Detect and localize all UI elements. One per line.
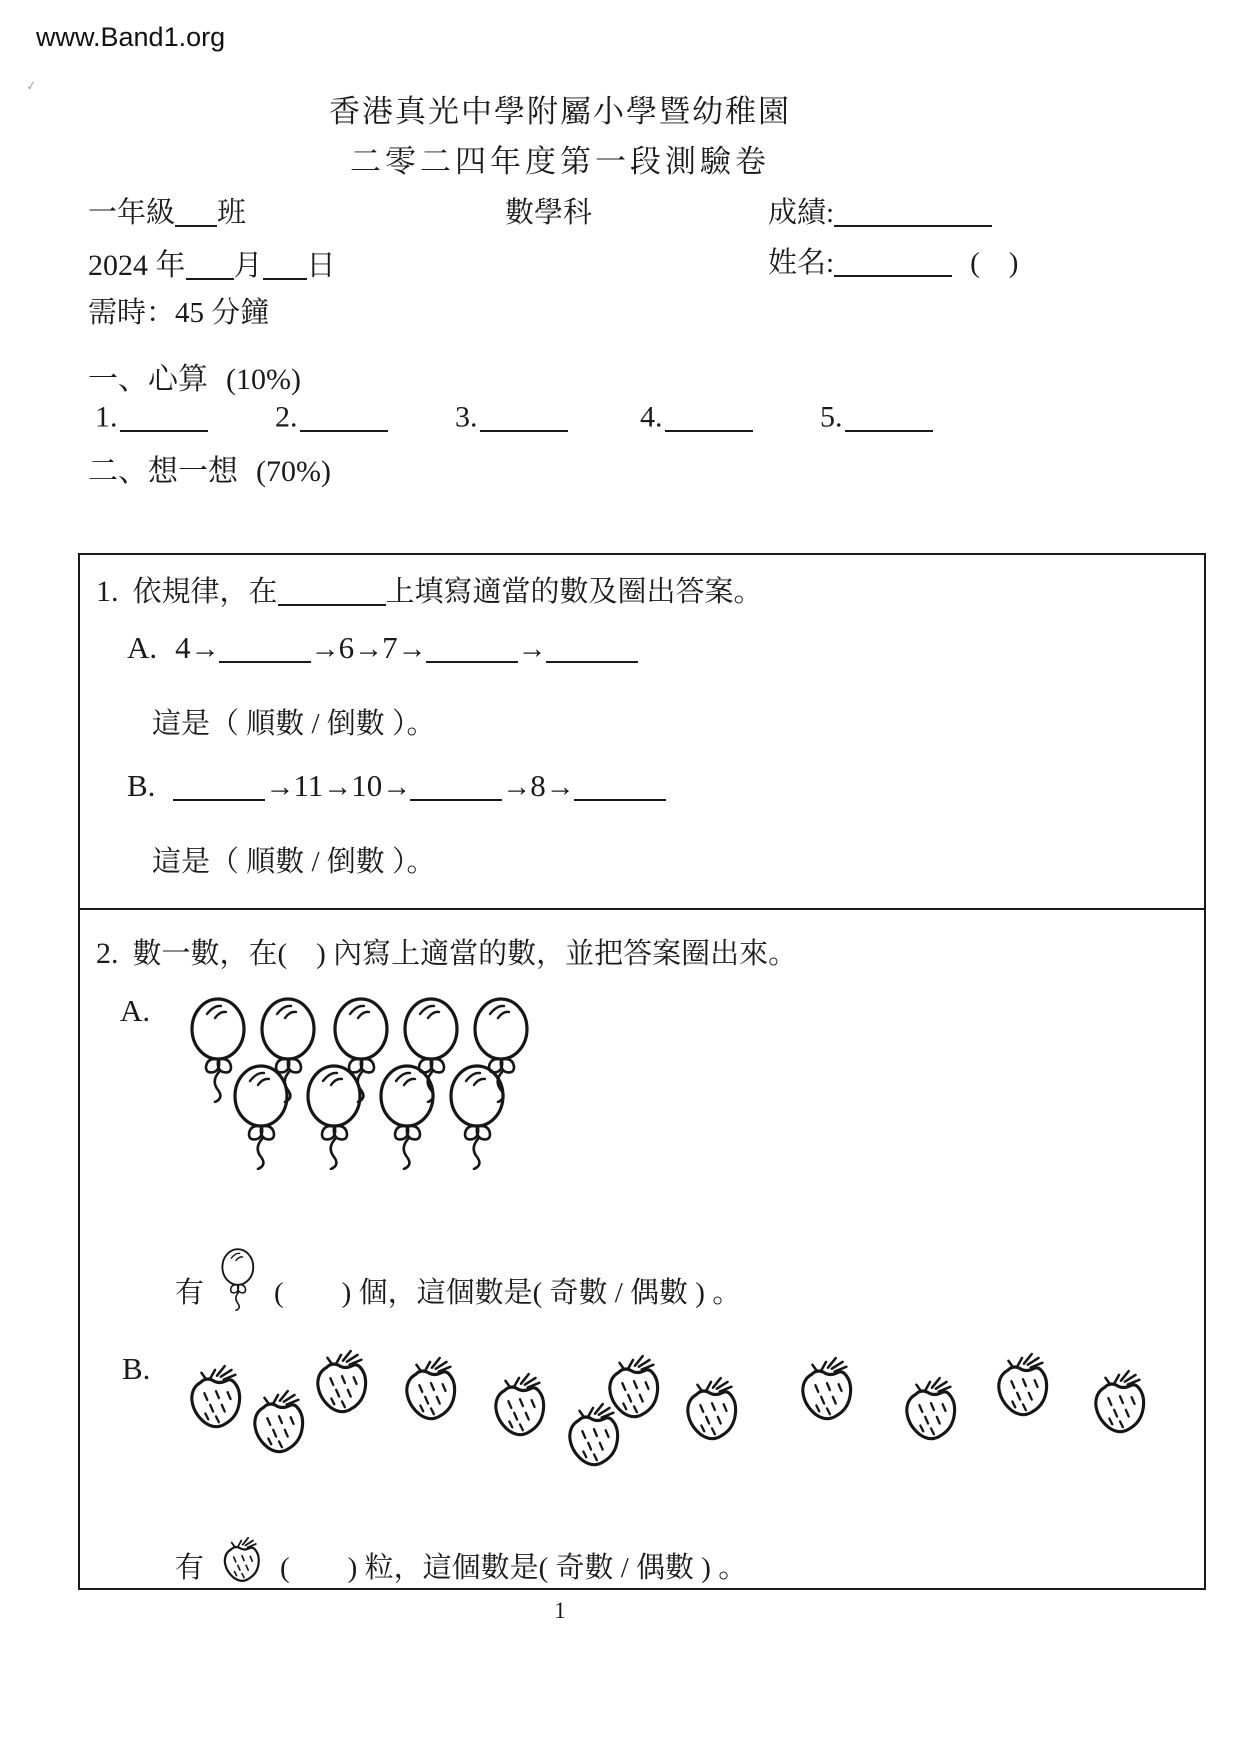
strawberry-icon: [681, 1374, 743, 1446]
mental-math-answer-blank: [665, 403, 753, 432]
sequence-answer-blank: [219, 634, 311, 663]
q2a-answer-line: [175, 1248, 741, 1311]
mental-math-label: 2.: [275, 400, 298, 434]
q1-prompt-post: 上填寫適當的數及圈出答案。: [385, 576, 763, 608]
strawberry-icon: [248, 1387, 310, 1459]
q1a-sequence-row: [118, 629, 647, 666]
strawberry-icon: [900, 1374, 962, 1446]
mental-math-answer-blank: [120, 403, 208, 432]
scan-artifact: ✓: [24, 77, 38, 94]
day-blank: [263, 252, 307, 280]
arrow-icon: →: [354, 633, 383, 666]
balloon-icon: [220, 1248, 258, 1311]
exam-subtitle: 二零二四年度第一段測驗卷: [350, 144, 770, 179]
balloon-icon: [377, 1064, 441, 1170]
mental-math-answer-blank: [480, 403, 568, 432]
sequence-number: 11: [293, 768, 324, 804]
arrow-icon: →: [517, 633, 546, 666]
arrow-icon: →: [310, 633, 339, 666]
arrow-icon: →: [323, 771, 352, 804]
arrow-icon: →: [397, 633, 426, 666]
date-field: [88, 240, 336, 284]
sequence-answer-blank: [410, 772, 502, 801]
q2b-answer-pre: 有: [175, 1552, 205, 1584]
strawberry-icon: [220, 1535, 264, 1586]
score-label: 成績:: [768, 197, 835, 229]
month-blank: [186, 252, 234, 280]
mental-math-item: [455, 398, 568, 435]
q2a-answer-pre: 有: [175, 1277, 205, 1309]
q1-number: 1.: [96, 575, 119, 608]
school-title: 香港真光中學附屬小學暨幼稚園: [329, 94, 791, 129]
mental-math-item: [820, 398, 933, 435]
class-blank: [175, 199, 217, 227]
section1-heading: [88, 354, 301, 398]
score-blank: [834, 199, 992, 227]
balloon-icon: [304, 1064, 368, 1170]
strawberry-icon: [1089, 1367, 1151, 1439]
page-number: 1: [554, 1598, 566, 1623]
mental-math-label: 4.: [640, 400, 663, 434]
mental-math-label: 5.: [820, 400, 843, 434]
question-box: [78, 553, 1206, 1590]
q2-number: 2.: [96, 937, 119, 970]
score-field: [768, 190, 992, 231]
sequence-answer-blank: [574, 772, 666, 801]
balloon-icon: [231, 1064, 295, 1170]
duration-label: 需時：45 分鐘: [88, 297, 270, 329]
date-year: 2024 年: [88, 249, 186, 282]
date-day: 日: [306, 250, 336, 282]
q2b-label: B.: [122, 1351, 151, 1386]
mental-math-blanks-row: [0, 398, 1240, 444]
mental-math-label: 1.: [95, 400, 118, 434]
q1a-choice: 這是（ 順數 / 倒數 ）。: [152, 708, 436, 740]
sequence-number: 7: [382, 630, 398, 666]
arrow-icon: →: [190, 633, 219, 666]
mental-math-answer-blank: [845, 403, 933, 432]
subject-label: 數學科: [505, 197, 593, 229]
q2-prompt-text: 數一數，在( ) 內寫上適當的數，並把答案圈出來。: [132, 938, 798, 970]
q1-prompt-pre: 依規律，在: [132, 576, 278, 608]
class-label-pre: 一年級: [88, 197, 176, 229]
site-watermark: www.Band1.org: [36, 22, 226, 52]
q1-prompt-blank: [278, 578, 386, 606]
sequence-number: 8: [530, 768, 546, 804]
arrow-icon: →: [502, 771, 531, 804]
section2-heading: [88, 446, 331, 490]
date-month: 月: [233, 250, 263, 282]
strawberry-icon: [489, 1370, 551, 1442]
name-blank: [834, 249, 952, 277]
mental-math-answer-blank: [300, 403, 388, 432]
q1b-sequence-row: [118, 767, 675, 804]
q1-prompt: [96, 569, 763, 610]
q1b-sequence: [173, 767, 665, 804]
q2-prompt: [96, 931, 797, 972]
mental-math-item: [640, 398, 753, 435]
sequence-answer-blank: [546, 634, 638, 663]
question-divider: [80, 908, 1204, 910]
balloon-icon: [447, 1064, 511, 1170]
name-label: 姓名:: [768, 247, 835, 279]
section1-weight: (10%): [226, 363, 301, 396]
q2a-label: A.: [120, 993, 151, 1028]
strawberry-icon: [603, 1352, 665, 1424]
sequence-answer-blank: [173, 772, 265, 801]
section1-title: 一、心算: [88, 363, 208, 396]
arrow-icon: →: [265, 771, 294, 804]
mental-math-label: 3.: [455, 400, 478, 434]
q1a-sequence: [175, 629, 638, 666]
class-label-post: 班: [217, 197, 247, 229]
sequence-number: 10: [351, 768, 383, 804]
q2a-answer-post: ( ) 個，這個數是( 奇數 / 偶數 ) 。: [274, 1277, 742, 1309]
strawberry-icon: [311, 1347, 373, 1419]
q1b-label: B.: [127, 768, 156, 804]
mental-math-item: [95, 398, 208, 435]
name-field: [768, 240, 1018, 281]
sequence-answer-blank: [426, 634, 518, 663]
arrow-icon: →: [382, 771, 411, 804]
q1a-label: A.: [127, 630, 158, 666]
sequence-number: 4: [175, 630, 191, 666]
class-field: [88, 190, 246, 231]
q2b-answer-post: ( ) 粒，這個數是( 奇數 / 偶數 ) 。: [280, 1552, 748, 1584]
q1b-choice: 這是（ 順數 / 倒數 ）。: [152, 846, 436, 878]
strawberry-icon: [185, 1362, 247, 1434]
arrow-icon: →: [545, 771, 574, 804]
strawberry-icon: [796, 1354, 858, 1426]
sequence-number: 6: [338, 630, 355, 666]
mental-math-item: [275, 398, 388, 435]
section2-weight: (70%): [256, 455, 331, 488]
class-number-paren: ( ): [970, 247, 1019, 279]
section2-title: 二、想一想: [88, 455, 238, 488]
q2b-answer-line: [175, 1535, 747, 1586]
strawberry-icon: [992, 1350, 1054, 1422]
strawberry-icon: [400, 1354, 462, 1426]
